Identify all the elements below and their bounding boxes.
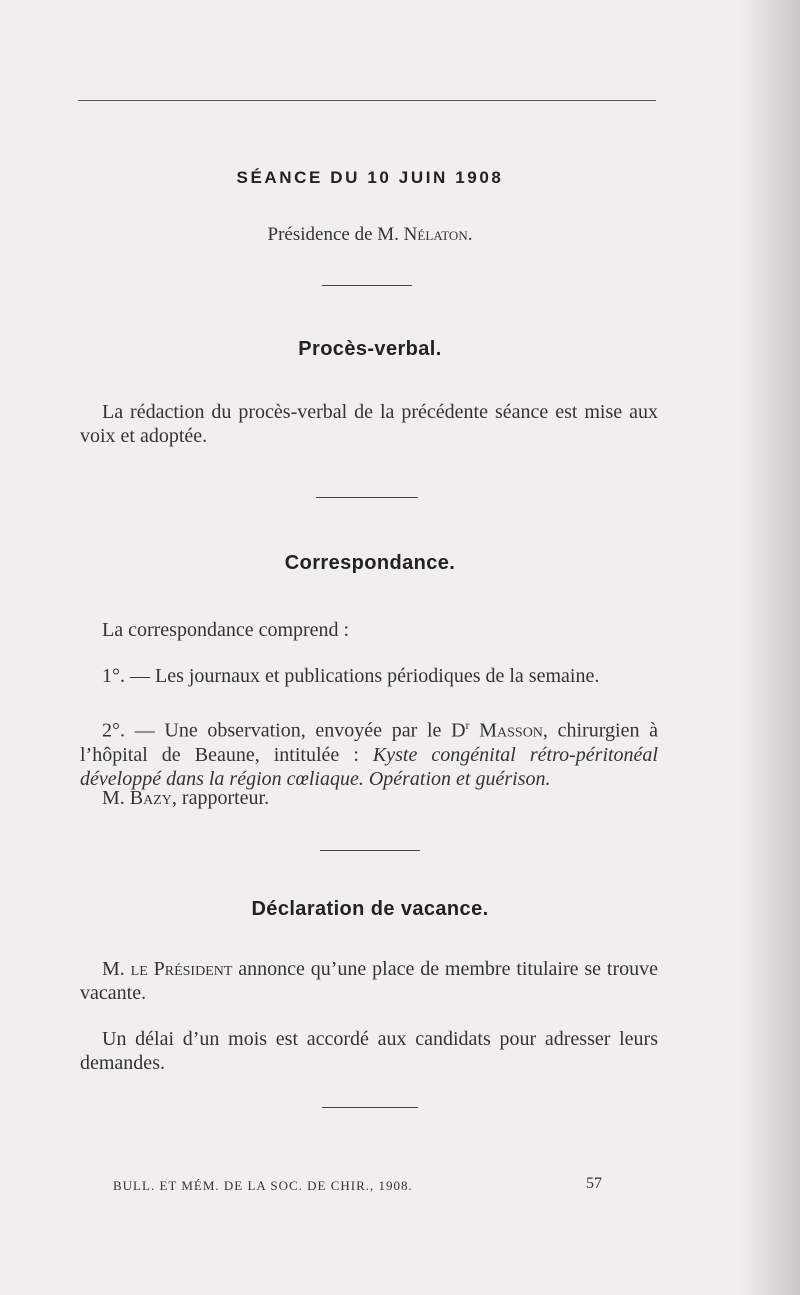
section-divider <box>316 497 418 498</box>
vacance-p1-title: le Président <box>130 958 233 980</box>
section-divider <box>320 850 420 851</box>
rapporteur-line <box>80 786 658 810</box>
vacance-p1-text: annonce qu’une place de membre titulaire se trouve vacante. <box>80 958 658 1004</box>
item2-prefix: 2°. — Une observation, envoyée par le D <box>102 719 466 742</box>
page-number: 57 <box>586 1175 602 1192</box>
session-title: SÉANCE DU 10 JUIN 1908 <box>236 168 504 187</box>
item2-author-name: Masson <box>479 719 543 742</box>
heading-proces-verbal: Procès-verbal. <box>298 338 442 360</box>
section-divider <box>322 285 412 286</box>
proces-verbal-text: La rédaction du procès-verbal de la précédente séance est mise aux voix et adoptée. <box>80 401 658 447</box>
correspondance-item-2 <box>80 713 658 791</box>
correspondance-intro: La correspondance comprend : <box>102 619 350 641</box>
rapporteur-suffix: , rapporteur. <box>171 787 270 809</box>
item2-mid: , chirurgien à l’hôpital de Beaune, intitulée : <box>80 719 659 766</box>
page-edge-shadow <box>740 0 800 1295</box>
rapporteur-name: Bazy <box>129 787 172 809</box>
presidence-line <box>0 224 740 246</box>
presidence-prefix: Présidence de M. <box>267 224 399 245</box>
correspondance-item-1: 1°. — Les journaux et publications périodiques de la semaine. <box>102 665 600 687</box>
item2-observation-title: Kyste congénital rétro-péritonéal développé dans la région cœliaque. Opération et guérison. <box>80 743 658 790</box>
section-divider <box>322 1107 418 1108</box>
vacance-paragraph-1 <box>80 957 658 1005</box>
rapporteur-prefix: M. <box>102 787 125 809</box>
vacance-p1-prefix: M. <box>102 958 125 980</box>
top-rule <box>78 100 656 101</box>
item2-sup: r <box>465 718 470 732</box>
footer-journal: BULL. ET MÉM. DE LA SOC. DE CHIR., 1908. <box>113 1178 413 1193</box>
heading-correspondance: Correspondance. <box>284 552 456 574</box>
vacance-paragraph-2: Un délai d’un mois est accordé aux candidats pour adresser leurs demandes. <box>80 1028 658 1074</box>
heading-declaration-vacance: Déclaration de vacance. <box>251 898 489 920</box>
president-name: Nélaton. <box>403 224 473 245</box>
